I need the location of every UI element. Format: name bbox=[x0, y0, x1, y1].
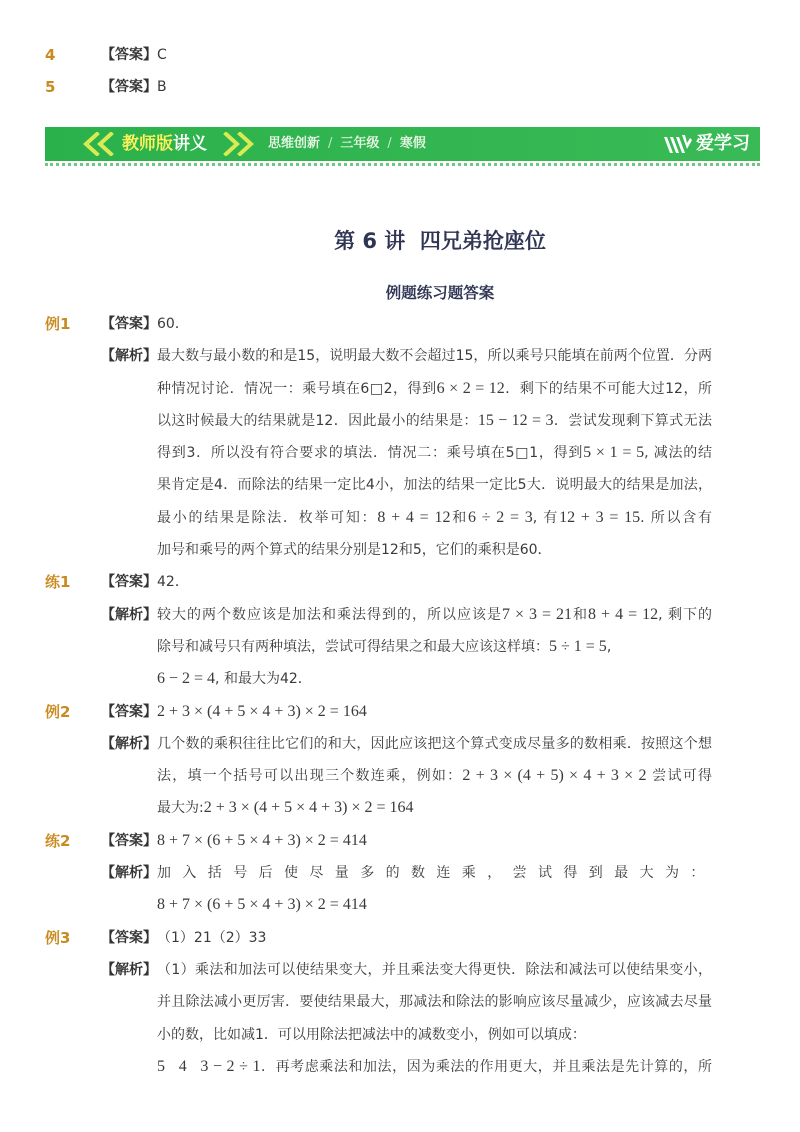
example-entry bbox=[0, 696, 800, 825]
answer-content bbox=[157, 308, 189, 340]
analysis-row bbox=[0, 1051, 800, 1083]
breadcrumb-item: 三年级 bbox=[340, 136, 380, 151]
double-chevron-right-icon bbox=[220, 132, 256, 156]
answer-row bbox=[0, 825, 800, 857]
text-run: ．尝试发现剩下算式无法 bbox=[553, 412, 712, 429]
answer-list bbox=[0, 308, 800, 1083]
example-entry bbox=[0, 825, 800, 922]
analysis-row bbox=[0, 534, 800, 566]
analysis-line bbox=[157, 599, 712, 631]
answer-tag: 【答案】 bbox=[101, 47, 157, 63]
example-entry bbox=[0, 308, 800, 566]
analysis-line bbox=[157, 792, 414, 824]
analysis-line bbox=[157, 986, 712, 1018]
answer-content bbox=[157, 825, 367, 857]
breadcrumb bbox=[268, 127, 426, 161]
text-run: 尝试可得 bbox=[646, 768, 713, 785]
example-entry bbox=[0, 566, 800, 695]
text-run: , bbox=[606, 638, 612, 655]
text-run: 最大数与最小数的和是15，说明最大数不会超过15，所以乘号只能填在前两个位置．分两 bbox=[157, 348, 712, 365]
analysis-line bbox=[157, 437, 712, 469]
text-run: 加入括号后使尽量多的数连乘，尝试得到最大为： bbox=[157, 865, 716, 882]
answer-row bbox=[0, 39, 800, 71]
answer-tag: 【答案】 bbox=[101, 832, 157, 849]
analysis-line bbox=[157, 1051, 712, 1083]
answer-tag: 【答案】 bbox=[101, 574, 157, 591]
analysis-row bbox=[0, 954, 800, 986]
text-run: 最大为: bbox=[157, 800, 204, 817]
analysis-row bbox=[0, 760, 800, 792]
analysis-line bbox=[157, 1019, 586, 1051]
entry-label: 练1 bbox=[45, 573, 71, 592]
analysis-line bbox=[157, 889, 367, 921]
analysis-row bbox=[0, 663, 800, 695]
analysis-line bbox=[157, 857, 716, 889]
math-expression: 8 + 7 × (6 + 5 × 4 + 3) × 2 = 414 bbox=[157, 831, 367, 849]
answer-row bbox=[0, 696, 800, 728]
math-expression: 2 + 3 × (4 + 5) × 4 + 3 × 2 bbox=[462, 767, 647, 785]
text-run: ．剩下的结果不可能大过12，所 bbox=[504, 380, 712, 397]
answer-content bbox=[157, 566, 189, 598]
analysis-line bbox=[157, 954, 712, 986]
text-run: 和 bbox=[572, 606, 589, 623]
entry-label: 例1 bbox=[45, 315, 71, 333]
answer-content bbox=[157, 922, 266, 954]
analysis-row bbox=[0, 437, 800, 469]
text-run: 较大的两个数应该是加法和乘法得到的，所以应该是 bbox=[157, 606, 502, 623]
answer-tag: 【答案】 bbox=[101, 316, 157, 332]
analysis-line bbox=[157, 405, 712, 437]
analysis-line bbox=[157, 469, 712, 501]
analysis-tag: 【解析】 bbox=[101, 865, 157, 882]
analysis-row bbox=[0, 373, 800, 405]
analysis-row bbox=[0, 889, 800, 921]
math-expression: 5 ÷ 1 = 5 bbox=[549, 637, 607, 655]
brand-mark-icon bbox=[663, 132, 693, 156]
answer-row bbox=[0, 71, 800, 103]
analysis-row bbox=[0, 986, 800, 1018]
text-run: 最小的结果是除法．枚举可知： bbox=[157, 509, 378, 526]
text-run: 并且除法减小更厉害．要使结果最大，那减法和除法的影响应该尽量减少，应该减去尽量 bbox=[157, 994, 712, 1011]
math-expression: 6 × 2 = 12 bbox=[436, 379, 505, 397]
answer-tag: 【答案】 bbox=[101, 79, 157, 96]
banner-title-highlight: 教师版 bbox=[122, 134, 173, 154]
example-entry bbox=[0, 922, 800, 1083]
analysis-row bbox=[0, 599, 800, 631]
math-expression: 6 − 2 = 4 bbox=[157, 670, 216, 688]
text-run: . 所以含有 bbox=[640, 509, 713, 526]
brand-logo bbox=[663, 127, 758, 161]
math-expression: 6 ÷ 2 = 3 bbox=[467, 508, 533, 526]
text-run: 42． bbox=[157, 574, 189, 591]
math-expression: 8 + 4 = 12 bbox=[377, 508, 451, 526]
text-run: , 和最大为42． bbox=[215, 671, 312, 688]
text-run: 法，填一个括号可以出现三个数连乘，例如： bbox=[157, 768, 463, 785]
text-run: 几个数的乘积往往比它们的和大，因此应该把这个算式变成尽量多的数相乘．按照这个想 bbox=[157, 735, 712, 752]
analysis-line bbox=[157, 663, 312, 695]
text-run: , 有 bbox=[532, 509, 560, 526]
answer-row bbox=[0, 566, 800, 598]
math-expression: 12 + 3 = 15 bbox=[559, 508, 641, 526]
math-expression: 8 + 4 = 12 bbox=[588, 605, 659, 623]
analysis-tag: 【解析】 bbox=[101, 348, 157, 365]
analysis-line bbox=[157, 340, 712, 372]
analysis-tag: 【解析】 bbox=[101, 606, 157, 623]
entry-label: 例3 bbox=[45, 928, 71, 947]
analysis-row bbox=[0, 631, 800, 663]
text-run: （1）乘法和加法可以使结果变大，并且乘法变大得更快．除法和减法可以使结果变小， bbox=[157, 961, 712, 978]
previous-answers bbox=[0, 39, 800, 104]
page-title: 第 6 讲 四兄弟抢座位 bbox=[334, 229, 546, 253]
text-run: 小的数，比如减1．可以用除法把减法中的减数变小，例如可以填成： bbox=[157, 1026, 586, 1043]
question-number: 5 bbox=[45, 78, 56, 97]
text-run: ．再考虑乘法和加法，因为乘法的作用更大，并且乘法是先计算的，所 bbox=[260, 1058, 712, 1075]
answer-tag: 【答案】 bbox=[101, 703, 157, 720]
analysis-tag: 【解析】 bbox=[101, 735, 157, 752]
analysis-row bbox=[0, 405, 800, 437]
breadcrumb-item: 寒假 bbox=[399, 136, 426, 151]
text-run: 得到3．所以没有符合要求的填法．情况二：乘号填在5□1，得到 bbox=[157, 445, 584, 462]
text-run: 果肯定是4．而除法的结果一定比4小，加法的结果一定比5大．说明最大的结果是加法， bbox=[157, 477, 712, 494]
breadcrumb-item: 思维创新 bbox=[268, 136, 321, 151]
analysis-line bbox=[157, 502, 712, 534]
analysis-line bbox=[157, 631, 611, 663]
lecture-banner bbox=[45, 127, 760, 161]
math-expression: 2 + 3 × (4 + 5 × 4 + 3) × 2 = 164 bbox=[203, 799, 414, 817]
text-run: 60． bbox=[157, 316, 189, 332]
entry-label: 例2 bbox=[45, 702, 71, 721]
analysis-row bbox=[0, 502, 800, 534]
text-run: 除号和减号只有两种填法，尝试可得结果之和最大应该这样填： bbox=[157, 638, 549, 655]
brand-name: 爱学习 bbox=[696, 133, 750, 154]
text-run: 以这时候最大的结果就是12．因此最小的结果是： bbox=[157, 412, 478, 429]
math-expression: 15 − 12 = 3 bbox=[477, 411, 554, 429]
analysis-tag: 【解析】 bbox=[101, 961, 157, 978]
answer-content bbox=[157, 696, 367, 728]
analysis-row bbox=[0, 1019, 800, 1051]
analysis-row bbox=[0, 469, 800, 501]
text-run: （1）21（2）33 bbox=[157, 929, 267, 946]
analysis-line bbox=[157, 760, 712, 792]
answer-row bbox=[0, 308, 800, 340]
banner-title bbox=[122, 127, 207, 161]
dotted-divider bbox=[45, 163, 760, 166]
double-chevron-left-icon bbox=[81, 132, 117, 156]
breadcrumb-separator: / bbox=[328, 136, 333, 151]
math-expression: 5 × 1 = 5 bbox=[583, 444, 645, 462]
answer-tag: 【答案】 bbox=[101, 929, 157, 946]
analysis-row bbox=[0, 340, 800, 372]
math-expression: 8 + 7 × (6 + 5 × 4 + 3) × 2 = 414 bbox=[157, 896, 367, 914]
breadcrumb-separator: / bbox=[387, 136, 392, 151]
math-expression: 5 4 3 − 2 ÷ 1 bbox=[157, 1057, 261, 1075]
text-run: , 剩下的 bbox=[658, 606, 712, 623]
analysis-row bbox=[0, 792, 800, 824]
answer-content: B bbox=[157, 79, 167, 96]
banner-title-rest: 讲义 bbox=[173, 134, 207, 154]
text-run: 种情况讨论．情况一：乘号填在6□2，得到 bbox=[157, 380, 437, 397]
question-number: 4 bbox=[45, 46, 56, 64]
analysis-row bbox=[0, 857, 800, 889]
text-run: 加号和乘号的两个算式的结果分别是12和5，它们的乘积是60． bbox=[157, 542, 552, 559]
math-expression: 7 × 3 = 21 bbox=[502, 605, 573, 623]
section-title: 例题练习题答案 bbox=[385, 284, 495, 302]
text-run: 和 bbox=[450, 509, 468, 526]
analysis-row bbox=[0, 728, 800, 760]
analysis-line bbox=[157, 728, 712, 760]
text-run: , 减法的结 bbox=[644, 445, 713, 462]
answer-content: C bbox=[157, 47, 167, 63]
analysis-line bbox=[157, 534, 552, 566]
analysis-line bbox=[157, 373, 712, 405]
entry-label: 练2 bbox=[45, 831, 71, 850]
answer-row bbox=[0, 922, 800, 954]
math-expression: 2 + 3 × (4 + 5 × 4 + 3) × 2 = 164 bbox=[157, 702, 367, 720]
